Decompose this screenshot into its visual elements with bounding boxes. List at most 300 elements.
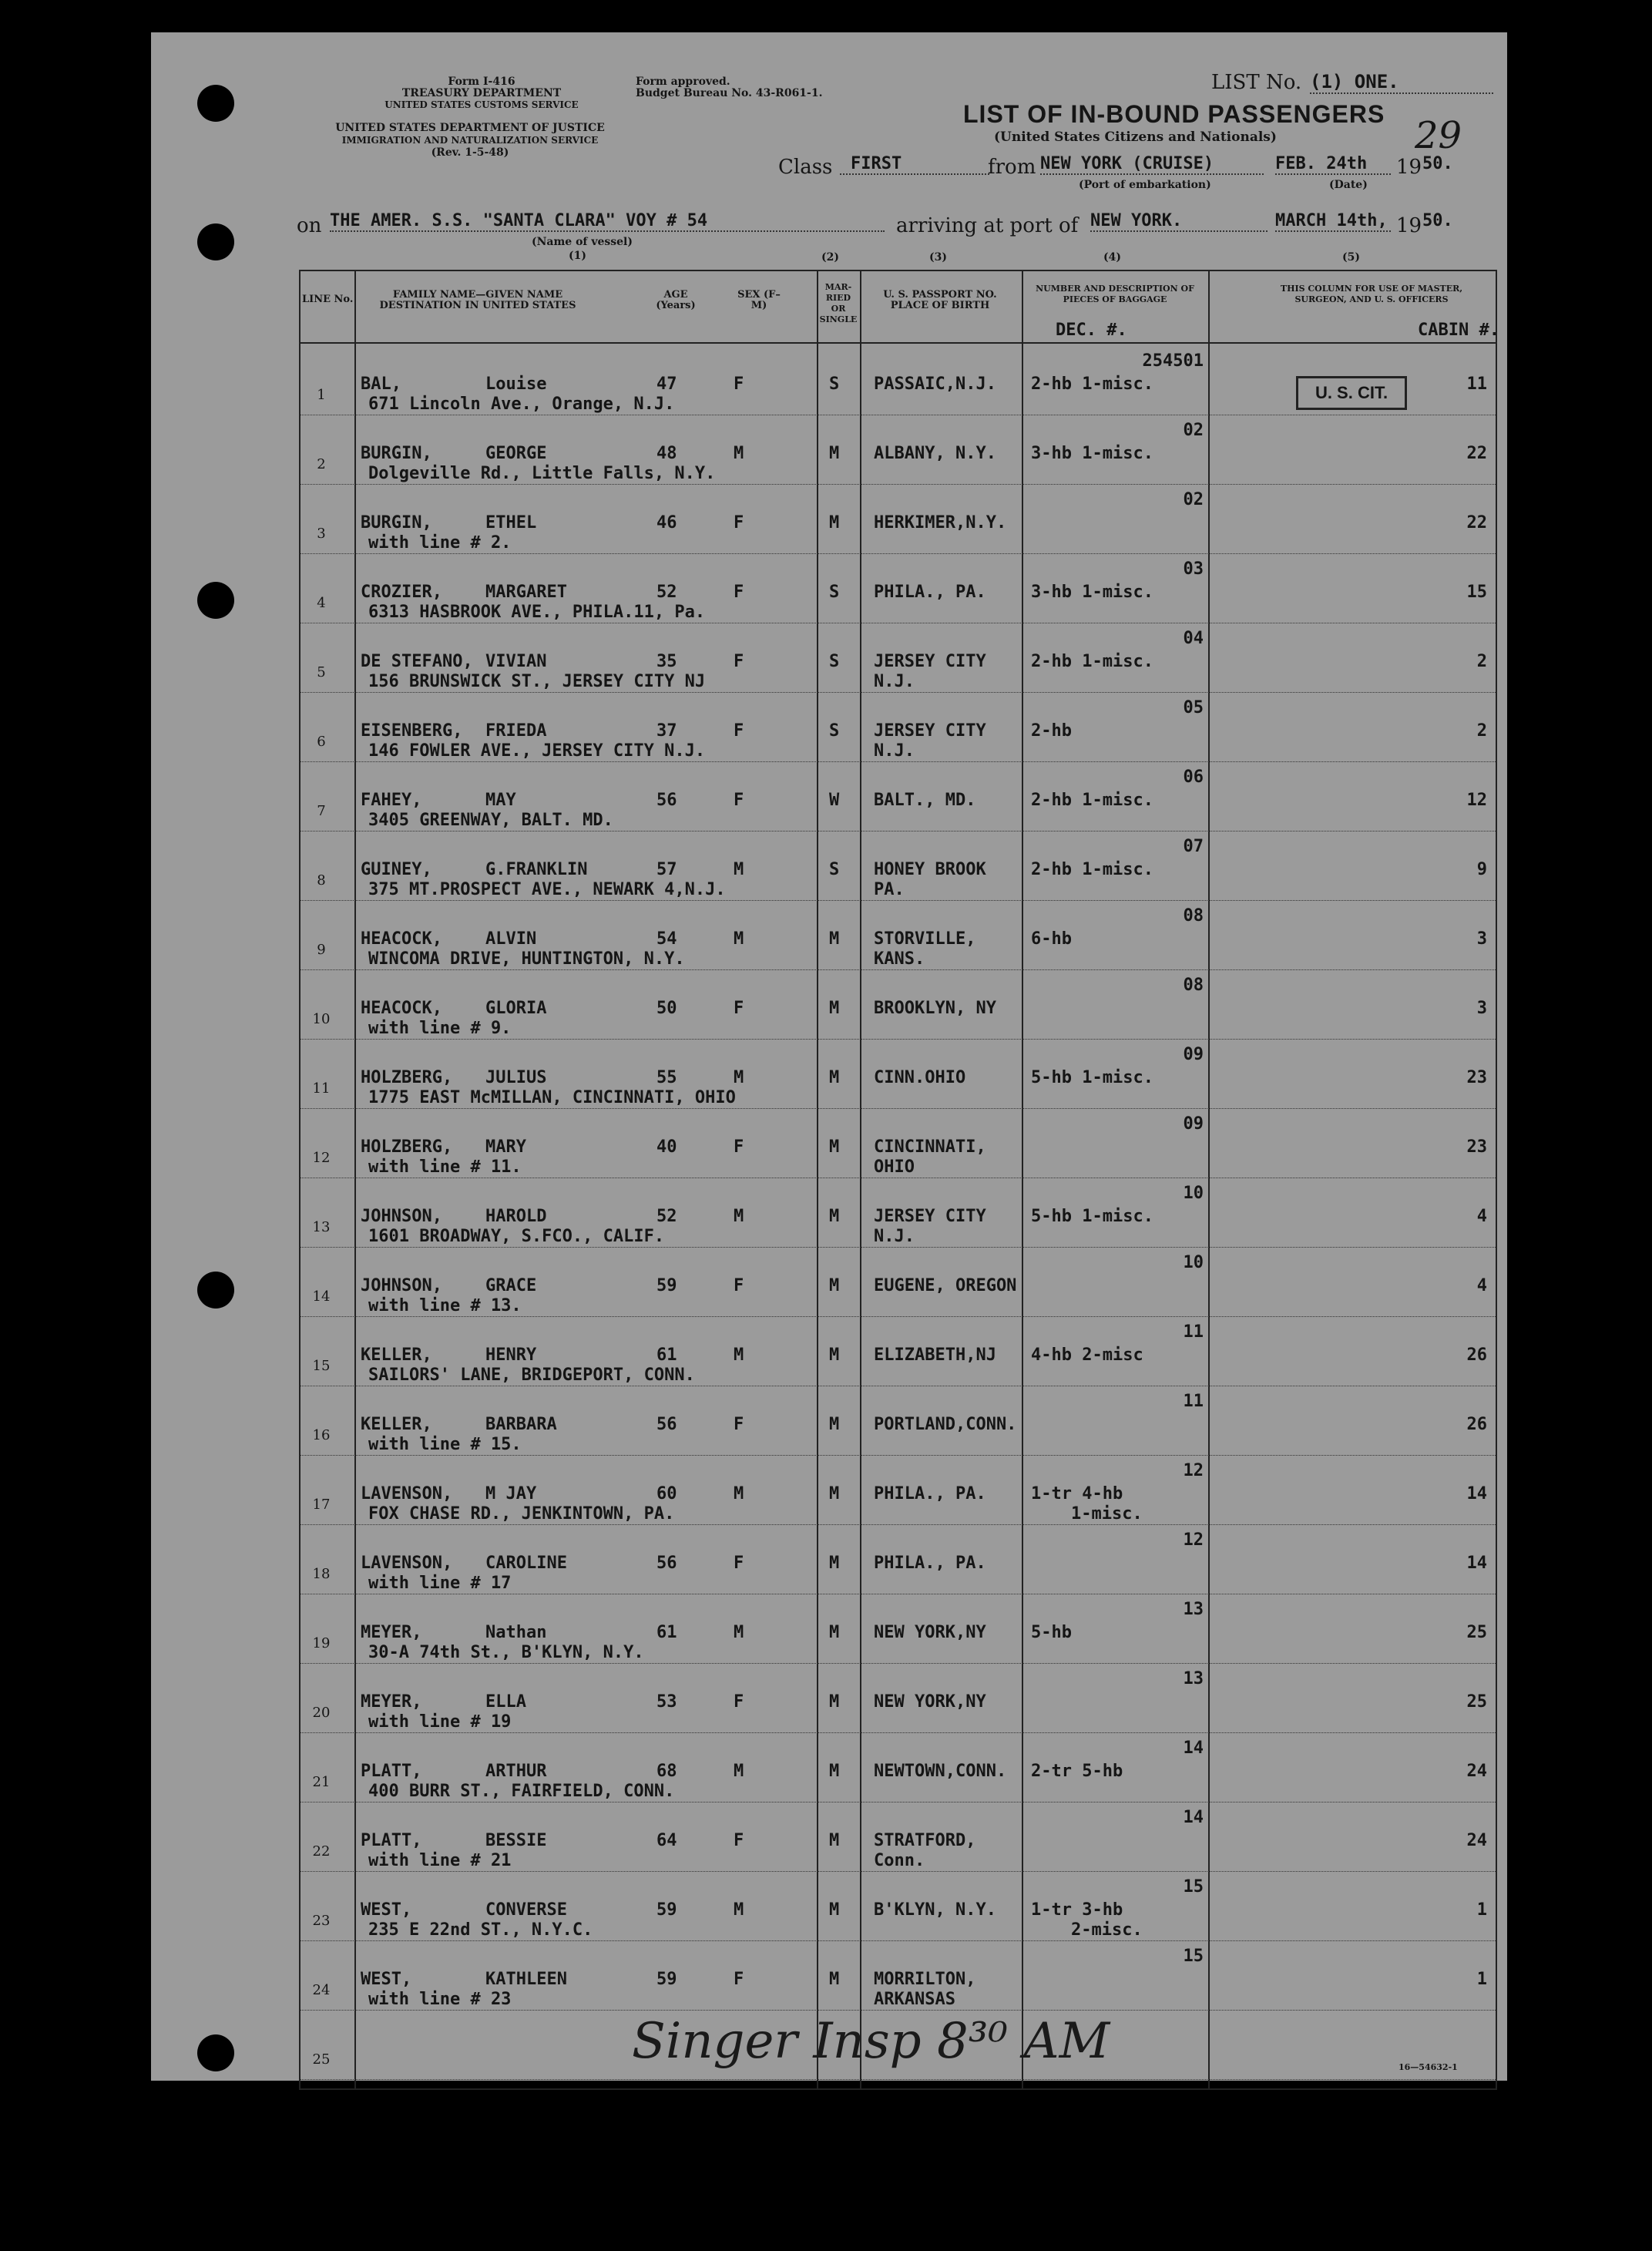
passenger-sex: F: [734, 1276, 744, 1295]
table-row: [301, 692, 1496, 761]
passenger-dest: 375 MT.PROSPECT AVE., NEWARK 4,N.J.: [368, 880, 726, 899]
passenger-given: BESSIE: [485, 1831, 547, 1850]
passenger-given: KATHLEEN: [485, 1970, 567, 1989]
passenger-given: VIVIAN: [485, 652, 547, 671]
table-row: [301, 761, 1496, 831]
passenger-sex: F: [734, 375, 744, 394]
passenger-birth: STORVILLE,: [874, 929, 976, 949]
passenger-name: BURGIN,: [361, 513, 432, 533]
passenger-ms: M: [829, 1970, 840, 1989]
passenger-dest: with line # 15.: [368, 1435, 522, 1454]
passenger-given: Louise: [485, 375, 547, 394]
passenger-birth: BROOKLYN, NY: [874, 999, 996, 1018]
passenger-line: 24: [312, 1982, 331, 1998]
passenger-dec: 11: [1183, 1322, 1204, 1342]
passenger-birth: MORRILTON,: [874, 1970, 976, 1989]
passenger-age: 46: [656, 513, 677, 533]
passenger-cabin: 24: [1466, 1831, 1487, 1850]
passenger-sex: F: [734, 791, 744, 810]
passenger-sex: M: [734, 1346, 744, 1365]
passenger-given: ARTHUR: [485, 1762, 547, 1781]
passenger-given: MARGARET: [485, 583, 567, 602]
passenger-dec: 14: [1183, 1739, 1204, 1758]
footer-code: 16—54632-1: [1398, 2062, 1458, 2072]
passenger-line: 12: [312, 1150, 331, 1166]
treasury-dept: TREASURY DEPARTMENT: [401, 87, 562, 99]
passenger-age: 55: [656, 1068, 677, 1087]
passenger-birth: HONEY BROOK: [874, 860, 986, 879]
passenger-cabin: 22: [1466, 444, 1487, 463]
passenger-given: MARY: [485, 1137, 526, 1157]
us-cit-stamp: U. S. CIT.: [1296, 376, 1407, 410]
table-row: [301, 1178, 1496, 1247]
passenger-age: 61: [656, 1623, 677, 1642]
arrival-year-suffix: 50.: [1422, 211, 1453, 230]
colnum-4: (4): [1103, 251, 1121, 264]
passenger-line: 15: [312, 1358, 331, 1374]
passenger-birth: JERSEY CITY: [874, 721, 986, 741]
passenger-name: PLATT,: [361, 1831, 422, 1850]
table-row: [301, 1524, 1496, 1594]
passenger-birth: PORTLAND,CONN.: [874, 1415, 1017, 1434]
passenger-dest: 235 E 22nd ST., N.Y.C.: [368, 1920, 593, 1940]
passenger-sex: F: [734, 721, 744, 741]
passenger-birth: PHILA., PA.: [874, 583, 986, 602]
passenger-birth: PHILA., PA.: [874, 1484, 986, 1503]
passenger-line: 3: [317, 526, 326, 542]
ins-service: IMMIGRATION AND NATURALIZATION SERVICE: [341, 135, 599, 146]
passenger-birth: ELIZABETH,NJ: [874, 1346, 996, 1365]
passenger-cabin: 14: [1466, 1554, 1487, 1573]
header-sex: SEX (F–M): [737, 289, 781, 311]
passenger-dec: 02: [1183, 490, 1204, 509]
passenger-birth2: N.J.: [874, 672, 915, 691]
passenger-name: WEST,: [361, 1900, 412, 1920]
passenger-sex: F: [734, 652, 744, 671]
passenger-birth2: N.J.: [874, 1227, 915, 1246]
passenger-name: WEST,: [361, 1970, 412, 1989]
passenger-bag: 2-hb 1-misc.: [1031, 791, 1153, 810]
passenger-name: KELLER,: [361, 1415, 432, 1434]
passenger-sex: M: [734, 860, 744, 879]
passenger-given: ELLA: [485, 1692, 526, 1712]
passenger-ms: M: [829, 1554, 840, 1573]
passenger-age: 48: [656, 444, 677, 463]
header-baggage: NUMBER AND DESCRIPTION OF PIECES OF BAGGAGE: [1036, 284, 1194, 304]
passenger-cabin: 11: [1466, 375, 1487, 394]
passenger-dest: with line # 21: [368, 1851, 512, 1870]
passenger-sex: F: [734, 1137, 744, 1157]
passenger-dec: 14: [1183, 1808, 1204, 1827]
passenger-age: 56: [656, 1554, 677, 1573]
passenger-age: 47: [656, 375, 677, 394]
passenger-age: 52: [656, 1207, 677, 1226]
passenger-cabin: 3: [1476, 999, 1487, 1018]
from-value: NEW YORK (CRUISE): [1040, 154, 1264, 175]
header-passport: U. S. PASSPORT NO. PLACE OF BIRTH: [883, 289, 997, 311]
passenger-dest: SAILORS' LANE, BRIDGEPORT, CONN.: [368, 1366, 695, 1385]
header-officers: THIS COLUMN FOR USE OF MASTER, SURGEON, AND U. S. OFFICERS: [1280, 284, 1463, 304]
passenger-dest: with line # 9.: [368, 1019, 512, 1038]
passenger-dec: 254501: [1142, 351, 1204, 371]
passenger-line: 8: [317, 872, 326, 889]
passenger-dec: 13: [1183, 1600, 1204, 1619]
passenger-bag: 1-tr 3-hb: [1031, 1900, 1123, 1920]
on-label: on: [297, 214, 322, 237]
passenger-line: 2: [317, 456, 326, 472]
arriving-label: arriving at port of: [896, 214, 1079, 237]
passenger-name: HOLZBERG,: [361, 1137, 453, 1157]
passenger-cabin: 2: [1476, 721, 1487, 741]
binder-hole: [197, 85, 234, 122]
table-row: [301, 1871, 1496, 1940]
vessel-name: THE AMER. S.S. "SANTA CLARA" VOY # 54: [330, 211, 885, 232]
table-row: [301, 1108, 1496, 1178]
passenger-dec: 08: [1183, 976, 1204, 995]
passenger-birth: ALBANY, N.Y.: [874, 444, 996, 463]
passenger-sex: F: [734, 999, 744, 1018]
passenger-sex: F: [734, 513, 744, 533]
passenger-cabin: 2: [1476, 652, 1487, 671]
passenger-bag: 2-hb 1-misc.: [1031, 860, 1153, 879]
passenger-age: 59: [656, 1900, 677, 1920]
passenger-dest: with line # 19: [368, 1712, 512, 1732]
colnum-3: (3): [929, 251, 947, 264]
passenger-line: 25: [312, 2051, 331, 2068]
passenger-cabin: 26: [1466, 1346, 1487, 1365]
passenger-sex: M: [734, 1623, 744, 1642]
passenger-dest: with line # 23: [368, 1990, 512, 2009]
passenger-birth: EUGENE, OREGON: [874, 1276, 1017, 1295]
header-name: FAMILY NAME—GIVEN NAME DESTINATION IN UNITED STATES: [379, 289, 576, 311]
passenger-given: GEORGE: [485, 444, 547, 463]
passenger-name: PLATT,: [361, 1762, 422, 1781]
passenger-line: 4: [317, 595, 326, 611]
passenger-dest: with line # 17: [368, 1574, 512, 1593]
passenger-ms: M: [829, 929, 840, 949]
passenger-dec: 13: [1183, 1669, 1204, 1688]
passenger-given: CAROLINE: [485, 1554, 567, 1573]
passenger-dest: 400 BURR ST., FAIRFIELD, CONN.: [368, 1782, 675, 1801]
passenger-ms: M: [829, 1484, 840, 1503]
passenger-line: 21: [312, 1774, 331, 1790]
passenger-ms: M: [829, 1207, 840, 1226]
passenger-dec: 06: [1183, 768, 1204, 787]
passenger-given: JULIUS: [485, 1068, 547, 1087]
revision: (Rev. 1-5-48): [431, 146, 509, 159]
passenger-bag: 2-hb 1-misc.: [1031, 652, 1153, 671]
passenger-name: BURGIN,: [361, 444, 432, 463]
passenger-ms: M: [829, 1276, 840, 1295]
passenger-line: 23: [312, 1913, 331, 1929]
passenger-birth: NEW YORK,NY: [874, 1623, 986, 1642]
passenger-line: 13: [312, 1219, 331, 1235]
passenger-given: FRIEDA: [485, 721, 547, 741]
table-row: [301, 831, 1496, 900]
passenger-ms: S: [829, 721, 840, 741]
table-row: [301, 1802, 1496, 1871]
from-label: from: [988, 156, 1036, 179]
passenger-given: G.FRANKLIN: [485, 860, 588, 879]
year-prefix: 19: [1396, 156, 1422, 179]
passenger-dec: 15: [1183, 1877, 1204, 1897]
passenger-name: CROZIER,: [361, 583, 442, 602]
passenger-name: EISENBERG,: [361, 721, 463, 741]
passenger-birth: HERKIMER,N.Y.: [874, 513, 1007, 533]
passenger-bag: 5-hb 1-misc.: [1031, 1207, 1153, 1226]
passenger-cabin: 4: [1476, 1207, 1487, 1226]
passenger-cabin: 25: [1466, 1623, 1487, 1642]
passenger-ms: M: [829, 1831, 840, 1850]
passenger-dec: 12: [1183, 1530, 1204, 1550]
binder-hole: [197, 1272, 234, 1309]
passenger-bag: 1-tr 4-hb: [1031, 1484, 1123, 1503]
passenger-line: 6: [317, 734, 326, 750]
customs-service: UNITED STATES CUSTOMS SERVICE: [384, 99, 579, 110]
passenger-dest: with line # 2.: [368, 533, 512, 553]
passenger-ms: S: [829, 652, 840, 671]
table-row: [301, 1594, 1496, 1663]
passenger-birth2: PA.: [874, 880, 905, 899]
passenger-name: HOLZBERG,: [361, 1068, 453, 1087]
passenger-age: 35: [656, 652, 677, 671]
passenger-sex: F: [734, 1692, 744, 1712]
passenger-ms: M: [829, 999, 840, 1018]
table-row: [301, 484, 1496, 553]
table-row: [301, 1732, 1496, 1802]
passenger-bag: 5-hb 1-misc.: [1031, 1068, 1153, 1087]
header-line: LINE No.: [302, 294, 354, 305]
passenger-birth: STRATFORD,: [874, 1831, 976, 1850]
passenger-age: 56: [656, 1415, 677, 1434]
colnum-5: (5): [1342, 251, 1360, 264]
passenger-line: 10: [312, 1011, 331, 1027]
passenger-dest: FOX CHASE RD., JENKINTOWN, PA.: [368, 1504, 675, 1524]
passenger-dec: 02: [1183, 421, 1204, 440]
table-row: [301, 1940, 1496, 2010]
passenger-birth: NEWTOWN,CONN.: [874, 1762, 1007, 1781]
passenger-dest: 6313 HASBROOK AVE., PHILA.11, Pa.: [368, 603, 706, 622]
table-row: [301, 1316, 1496, 1386]
passenger-given: MAY: [485, 791, 516, 810]
passenger-sex: M: [734, 1900, 744, 1920]
passenger-age: 37: [656, 721, 677, 741]
table-row: [301, 969, 1496, 1039]
passenger-dest: 156 BRUNSWICK ST., JERSEY CITY NJ: [368, 672, 706, 691]
passenger-age: 68: [656, 1762, 677, 1781]
passenger-birth: BALT., MD.: [874, 791, 976, 810]
page-number-handwritten: 29: [1415, 114, 1462, 157]
passenger-cabin: 14: [1466, 1484, 1487, 1503]
binder-hole: [197, 2034, 234, 2071]
passenger-dec: 05: [1183, 698, 1204, 717]
class-label: Class: [778, 156, 833, 179]
passenger-birth2: OHIO: [874, 1157, 915, 1177]
passenger-birth: CINCINNATI,: [874, 1137, 986, 1157]
passenger-dest: 3405 GREENWAY, BALT. MD.: [368, 811, 613, 830]
passenger-dest: 671 Lincoln Ave., Orange, N.J.: [368, 395, 675, 414]
date-caption: (Date): [1329, 179, 1368, 191]
passenger-age: 59: [656, 1276, 677, 1295]
page-subtitle: (United States Citizens and Nationals): [994, 129, 1277, 145]
passenger-ms: M: [829, 1900, 840, 1920]
port-caption: (Port of embarkation): [1079, 179, 1211, 191]
passenger-bag2: 2-misc.: [1071, 1920, 1143, 1940]
passenger-age: 60: [656, 1484, 677, 1503]
passenger-line: 1: [317, 387, 326, 403]
passenger-dec: 15: [1183, 1947, 1204, 1966]
passenger-given: Nathan: [485, 1623, 547, 1642]
table-row: [301, 623, 1496, 692]
passenger-cabin: 23: [1466, 1068, 1487, 1087]
list-no-label: LIST No.: [1211, 71, 1302, 94]
passenger-sex: F: [734, 1554, 744, 1573]
passenger-name: JOHNSON,: [361, 1276, 442, 1295]
passenger-bag: 3-hb 1-misc.: [1031, 444, 1153, 463]
passenger-sex: M: [734, 1484, 744, 1503]
passenger-birth: JERSEY CITY: [874, 1207, 986, 1226]
table-row: [301, 1247, 1496, 1316]
passenger-sex: M: [734, 929, 744, 949]
passenger-dec: 11: [1183, 1392, 1204, 1411]
passenger-birth: JERSEY CITY: [874, 652, 986, 671]
class-value: FIRST: [840, 154, 989, 175]
passenger-birth2: ARKANSAS: [874, 1990, 955, 2009]
passenger-bag: 3-hb 1-misc.: [1031, 583, 1153, 602]
header-dec: DEC. #.: [1056, 321, 1127, 340]
passenger-name: HEACOCK,: [361, 999, 442, 1018]
passenger-dec: 04: [1183, 629, 1204, 648]
passenger-birth2: KANS.: [874, 949, 925, 969]
passenger-cabin: 1: [1476, 1900, 1487, 1920]
table-row: [301, 1386, 1496, 1455]
vessel-caption: (Name of vessel): [532, 236, 633, 248]
passenger-dest: 30-A 74th St., B'KLYN, N.Y.: [368, 1643, 644, 1662]
passenger-sex: F: [734, 1415, 744, 1434]
passenger-age: 54: [656, 929, 677, 949]
passenger-ms: S: [829, 583, 840, 602]
passenger-dest: 1601 BROADWAY, S.FCO., CALIF.: [368, 1227, 665, 1246]
inspector-signature: Singer Insp 8³⁰ AM: [632, 2013, 1110, 2070]
passenger-given: BARBARA: [485, 1415, 557, 1434]
colnum-2: (2): [821, 251, 839, 264]
passenger-dec: 10: [1183, 1184, 1204, 1203]
passenger-age: 40: [656, 1137, 677, 1157]
passenger-ms: S: [829, 860, 840, 879]
passenger-line: 14: [312, 1288, 331, 1305]
passenger-name: KELLER,: [361, 1346, 432, 1365]
passenger-ms: M: [829, 513, 840, 533]
passenger-name: GUINEY,: [361, 860, 432, 879]
passenger-bag: 6-hb: [1031, 929, 1072, 949]
passenger-given: ALVIN: [485, 929, 537, 949]
passenger-dec: 08: [1183, 906, 1204, 926]
passenger-given: CONVERSE: [485, 1900, 567, 1920]
passenger-age: 57: [656, 860, 677, 879]
arrival-year-prefix: 19: [1396, 214, 1422, 237]
passenger-dec: 12: [1183, 1461, 1204, 1480]
passenger-age: 59: [656, 1970, 677, 1989]
passenger-name: LAVENSON,: [361, 1554, 453, 1573]
table-row: [301, 553, 1496, 623]
passenger-cabin: 4: [1476, 1276, 1487, 1295]
passenger-name: LAVENSON,: [361, 1484, 453, 1503]
form-approved: Form approved.: [636, 76, 730, 88]
list-no-value: (1) ONE.: [1310, 71, 1493, 94]
passenger-line: 17: [312, 1497, 331, 1513]
passenger-ms: M: [829, 1623, 840, 1642]
passenger-ms: M: [829, 1692, 840, 1712]
passenger-given: HENRY: [485, 1346, 537, 1365]
date-value: FEB. 24th: [1275, 154, 1391, 175]
passenger-line: 5: [317, 664, 326, 680]
passenger-ms: M: [829, 1137, 840, 1157]
header-age: AGE (Years): [656, 289, 696, 311]
passenger-ms: M: [829, 1346, 840, 1365]
passenger-name: JOHNSON,: [361, 1207, 442, 1226]
page-title: LIST OF IN-BOUND PASSENGERS: [963, 100, 1385, 128]
passenger-cabin: 24: [1466, 1762, 1487, 1781]
passenger-line: 7: [317, 803, 326, 819]
passenger-sex: F: [734, 583, 744, 602]
passenger-dest: WINCOMA DRIVE, HUNTINGTON, N.Y.: [368, 949, 685, 969]
passenger-dest: with line # 13.: [368, 1296, 522, 1315]
form-number: Form I-416: [448, 76, 515, 88]
passenger-bag2: 1-misc.: [1071, 1504, 1143, 1524]
passenger-age: 50: [656, 999, 677, 1018]
table-row: [301, 1455, 1496, 1524]
passenger-ms: W: [829, 791, 840, 810]
passenger-dest: with line # 11.: [368, 1157, 522, 1177]
passenger-cabin: 26: [1466, 1415, 1487, 1434]
passenger-name: HEACOCK,: [361, 929, 442, 949]
passenger-age: 52: [656, 583, 677, 602]
passenger-line: 20: [312, 1705, 331, 1721]
passenger-birth2: N.J.: [874, 741, 915, 761]
passenger-name: BAL,: [361, 375, 401, 394]
passenger-age: 56: [656, 791, 677, 810]
passenger-bag: 5-hb: [1031, 1623, 1072, 1642]
header-cabin: CABIN #.: [1418, 321, 1499, 340]
passenger-table: [299, 270, 1497, 2090]
passenger-birth: CINN.OHIO: [874, 1068, 966, 1087]
table-row: [301, 1039, 1496, 1108]
passenger-sex: M: [734, 1068, 744, 1087]
passenger-birth: PASSAIC,N.J.: [874, 375, 996, 394]
year-suffix: 50.: [1422, 154, 1453, 173]
budget-bureau: Budget Bureau No. 43-R061-1.: [636, 87, 823, 99]
passenger-cabin: 3: [1476, 929, 1487, 949]
header-married: MAR-RIED OR SINGLE: [819, 282, 858, 324]
passenger-given: M JAY: [485, 1484, 537, 1503]
passenger-age: 53: [656, 1692, 677, 1712]
binder-hole: [197, 582, 234, 619]
table-row: [301, 415, 1496, 484]
passenger-ms: M: [829, 1762, 840, 1781]
passenger-ms: M: [829, 1068, 840, 1087]
passenger-given: GLORIA: [485, 999, 547, 1018]
passenger-cabin: 9: [1476, 860, 1487, 879]
passenger-dec: 03: [1183, 559, 1204, 579]
passenger-bag: 2-hb: [1031, 721, 1072, 741]
passenger-ms: M: [829, 444, 840, 463]
passenger-sex: F: [734, 1970, 744, 1989]
passenger-given: ETHEL: [485, 513, 537, 533]
passenger-sex: F: [734, 1831, 744, 1850]
passenger-cabin: 12: [1466, 791, 1487, 810]
passenger-line: 22: [312, 1843, 331, 1860]
passenger-sex: M: [734, 444, 744, 463]
